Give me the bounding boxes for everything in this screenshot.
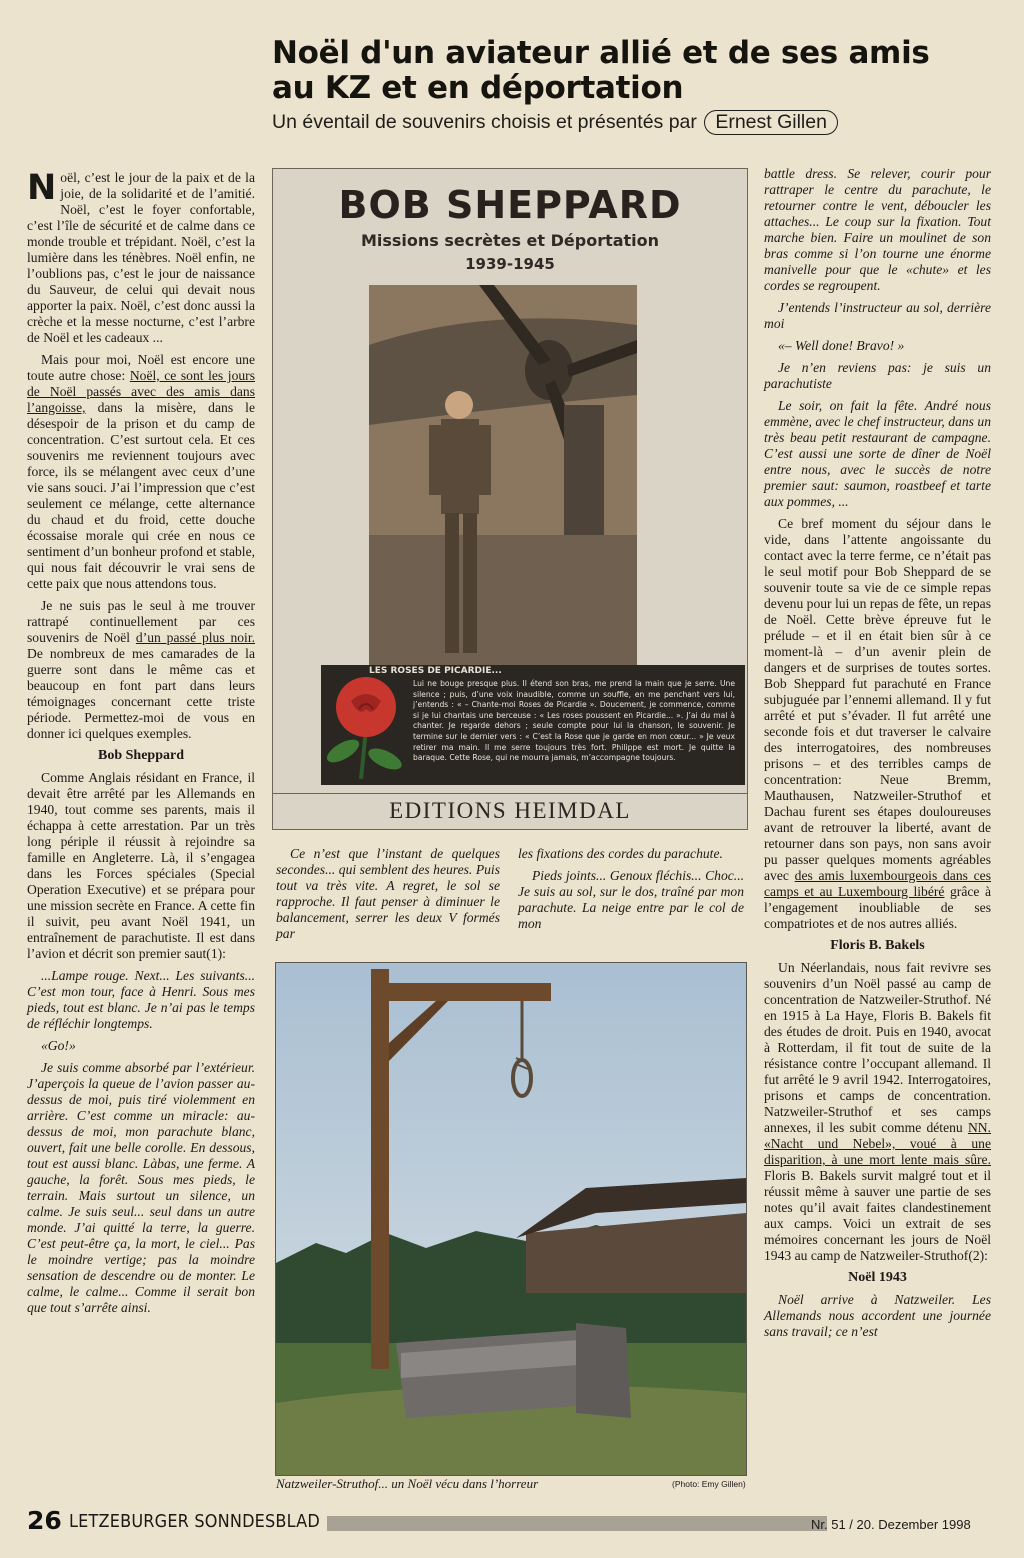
column-4 — [764, 166, 991, 1346]
photo-credit: (Photo: Emy Gillen) — [672, 1479, 746, 1489]
page-number: 26 — [27, 1506, 62, 1535]
paragraph-4: Comme Anglais résidant en France, il devait être arrêté par les Allemands en 1940, tout comme ses parents, mais il échappa à cette arrestation. Par un très long périple il réussit à rejoindre sa famille en Angleterre. Là, il s’engagea dans les Forces spéciales (Special Operation Executive) et se prépara pour une mission secrète en France. A cette fin il suivit, peu avant Noël 1941, un entraînement de parachutiste. Il est dans l’avion et décrit son premier saut(1): — [27, 770, 255, 961]
headline-line-1: Noël d'un aviateur allié et de ses amis — [272, 35, 930, 71]
quote-instructor: J’entends l’instructeur au sol, derrière moi — [764, 300, 991, 331]
quote-instant: Ce n’est que l’instant de quelques secondes... qui semblent des heures. Puis tout va très vite. A regret, le sol se rapproche. Il faut penser à diminuer le balancement, serrer les deux V formés par — [276, 846, 500, 941]
page-footer — [27, 1508, 991, 1536]
heading-bob-sheppard: Bob Sheppard — [98, 748, 184, 763]
cover-panel-heading: LES ROSES DE PICARDIE... — [369, 666, 502, 676]
underlined-passage: NN. «Nacht und Nebel», voué à une disparition, à une mort lente mais sûre. — [764, 1120, 991, 1167]
paragraph-neerlandais: Un Néerlandais, nous fait revivre ses souvenirs d’un Noël passé au camp de concentration de Natzweiler-Struthof. Né en 1915 à La Haye, Floris B. Bakels fit des études de droit. Puis en 1940, avocat à Rotterdam, il fit tout de suite de la résistance contre l’occupant allemand. Il fut arrêté le 9 avril 1942. Interrogatoires, prisons et camps de concentration. Natzweiler-Struthof et ses camps annexes, il les subit comme détenu NN. «Nacht und Nebel», voué à une disparition, à une mort lente mais sûre. Floris B. Bakels survit malgré tout et il réussit même à sauver une partie de ses notes qu’il avait faites clandestinement aux camps. Voici un extrait de ses mémoires concernant les jours de Noël 1943 au camp de Natzweiler-Struthof(2): — [764, 960, 991, 1263]
quote-3: Je suis comme absorbé par l’extérieur. J’aperçois la queue de l’avion passer au-dessus de moi, puis tiré violemment en arrière. C’est comme un miracle: au-dessus de moi, mon parachute blanc, ouvert, fait une belle corolle. En dessous, tout est aussi blanc. Làbas, une ferme. A gauche, la forêt. Sous mes pieds, le terrain. Mais surtout un silence, un calme. Je suis seul... seul dans un autre monde. J’ai quitté la terre, la guerre. C’est peut-être ça, la mort, le ciel... Pas le moindre vertige; pas la moindre sensation de descendre ou de monter. Le calme, le calme... Comme il serait bon que tout s’arrête ainsi. — [27, 1060, 255, 1315]
quote-natzweiler: Noël arrive à Natzweiler. Les Allemands nous accordent une journée sans travail; ce n’est — [764, 1292, 991, 1339]
cover-photo-aviator — [369, 285, 637, 675]
paragraph-bref-moment: Ce bref moment du séjour dans le vide, dans l’attente angoissante du contact avec la terre ferme, ce n’était pas le seul motif pour Bob Sheppard de se souvenir toute sa vie de ce simple repas devenu pour lui un repas de fête, un repas de Noël. Cette brève épreuve fut le prélude – et il en était bien sûr à ce moment-là – d’un avenir plein de dangers et de surprises de toutes sortes. Bob Sheppard fut parachuté en France subjuguée par l’ennemi allemand. Il y fut arrêté et put s’évader. Il fut arrêté une seconde fois et dut traverser le calvaire des interrogatoires, des nombreuses prisons – et des terribles camps de concentration: Neue Bremm, Mauthausen, Natzweiler-Struthof et Dachau furent ses étapes douloureuses avant de retrouver la liberté, avant de retourner dans son pays, non sans avoir pu passer quelques moments agréables avec des amis luxembourgeois dans ces camps et au Luxembourg libéré grâce à l’engagement inoubliable de ses compatriotes et de nos autres alliés. — [764, 516, 991, 931]
cover-publisher: EDITIONS HEIMDAL — [273, 793, 747, 824]
underlined-passage: des amis luxembourgeois dans ces camps et au Luxembourg libéré — [764, 868, 991, 899]
paragraph-2: Mais pour moi, Noël est encore une toute autre chose: Noël, ce sont les jours de Noël passés avec des amis dans l’angoisse, dans la misère, dans le désespoir de la prison et du camp de concentration. C’est surtout cela. Et ces souvenirs me reviennent toujours avec force, ils se mélangent avec ceux d’une vie sans souci. J’ai l’impression que c’est seulement ce mélange, cette alternance du chaud et du froid, cette douche écossaise morale qui crée en nous ce sentiment d’un bonheur profond et stable, qui nous fait découvrir le vrai sens de cette paix que nous attendons tous. — [27, 352, 255, 591]
heading-noel-1943: Noël 1943 — [848, 1270, 907, 1285]
subhead — [272, 110, 992, 135]
column-3-upper — [518, 846, 744, 938]
quote-2: «Go!» — [41, 1038, 76, 1053]
issue-date: Nr. 51 / 20. Dezember 1998 — [811, 1517, 971, 1532]
column-2-upper — [276, 846, 500, 948]
photo-gallows-natzweiler — [275, 962, 747, 1476]
quote-parachutiste: Je n’en reviens pas: je suis un parachutiste — [764, 360, 991, 391]
underlined-passage: d’un passé plus noir. — [135, 630, 256, 645]
footer-rule — [327, 1516, 827, 1531]
subhead-text: Un éventail de souvenirs choisis et présentés par — [272, 111, 697, 133]
quote-landing: Pieds joints... Genoux fléchis... Choc... Je suis au sol, sur le dos, traîné par mon parachute. La neige entre par le col de mon — [518, 868, 744, 931]
cover-subtitle: Missions secrètes et Déportation — [360, 231, 660, 250]
quote-well-done: «– Well done! Bravo! » — [778, 338, 905, 353]
cover-title: BOB SHEPPARD — [338, 183, 682, 227]
quote-battle-dress: battle dress. Se relever, courir pour rattraper le centre du parachute, le retourner contre le vent, déboucler les attaches... Le coup sur la fixation. Tout marche bien. Faire un moulinet de son bras comme si l’on tourne une énorme manivelle pour que le «chute» et les cordes se regroupent. — [764, 166, 991, 293]
cover-panel-text: Lui ne bouge presque plus. Il étend son bras, me prend la main que je serre. Une silence ; puis, d’une voix inaudible, comme un souffle, en me penchant vers lui, j’entends : « – Chante-moi Roses de Picardie ». Doucement, je commence, comme si je lui chantais une berceuse : « Les roses poussent en Picardie... ». J’ai du mal à chanter. Je regarde dehors ; seule compte pour lui la chanson, le souvenir. Je termine sur le dernier vers : « C’est la Rose que je garde en mon cœur... » Je veux retirer ma main. Il me serre toujours très fort. Philippe est mort. Je quitte la baraque. Cette Rose, qui ne mourra jamais, m’accompagne toujours. — [413, 679, 735, 763]
newspaper-name: LETZEBURGER SONNDESBLAD — [69, 1512, 320, 1532]
headline-line-2: au KZ et en déportation — [272, 70, 684, 106]
quote-fixations: les fixations des cordes du parachute. — [518, 846, 723, 861]
cover-years: 1939-1945 — [465, 255, 555, 273]
photo-caption: Natzweiler-Struthof... un Noël vécu dans l’horreur — [276, 1476, 539, 1491]
heading-floris-bakels: Floris B. Bakels — [830, 938, 925, 953]
paragraph-intro: Noël, c’est le jour de la paix et de la joie, de la solidarité et de l’amitié. Noël, c’est le foyer confortable, c’est l’île de sécurité et de calme dans ce monde trouble et trépidant. Noël, c’est la lumière dans les ténèbres. Noël enfin, ne l’oublions pas, c’est le jour de naissance du Sauveur, de celui qui devait nous apporter la paix. Noël, c’est donc aussi la crèche et la messe nocturne, c’est l’arbre de Noël et les cadeaux ... — [27, 168, 255, 345]
dropcap: N — [27, 168, 57, 208]
author-name: Ernest Gillen — [704, 110, 838, 135]
paragraph-3: Je ne suis pas le seul à me trouver rattrapé continuellement par ces souvenirs de Noël d’un passé plus noir. De nombreux de mes camarades de la guerre sont dans le même cas et beaucoup en font part dans leurs témoignages concernant cette triste période. Permettez-moi de vous en donner ici quelques exemples. — [27, 598, 256, 741]
quote-1: ...Lampe rouge. Next... Les suivants... C’est mon tour, face à Henri. Sous mes pieds, tout est blanc. Je n’ai pas le temps de réfléchir longtemps. — [27, 968, 255, 1031]
column-1 — [27, 170, 255, 1322]
book-cover — [272, 168, 748, 830]
underlined-passage: Noël, ce sont les jours de Noël passés avec des amis dans l’angoisse, — [27, 368, 255, 415]
headline — [272, 36, 992, 106]
rose-illustration — [321, 669, 411, 779]
quote-soir: Le soir, on fait la fête. André nous emmène, avec le chef instructeur, dans un très beau petit restaurant de campagne. C’est aussi une sorte de dîner de Noël entre nous, avec le succès de notre premier saut: saumon, roastbeef et tarte aux pommes, ... — [764, 398, 991, 509]
